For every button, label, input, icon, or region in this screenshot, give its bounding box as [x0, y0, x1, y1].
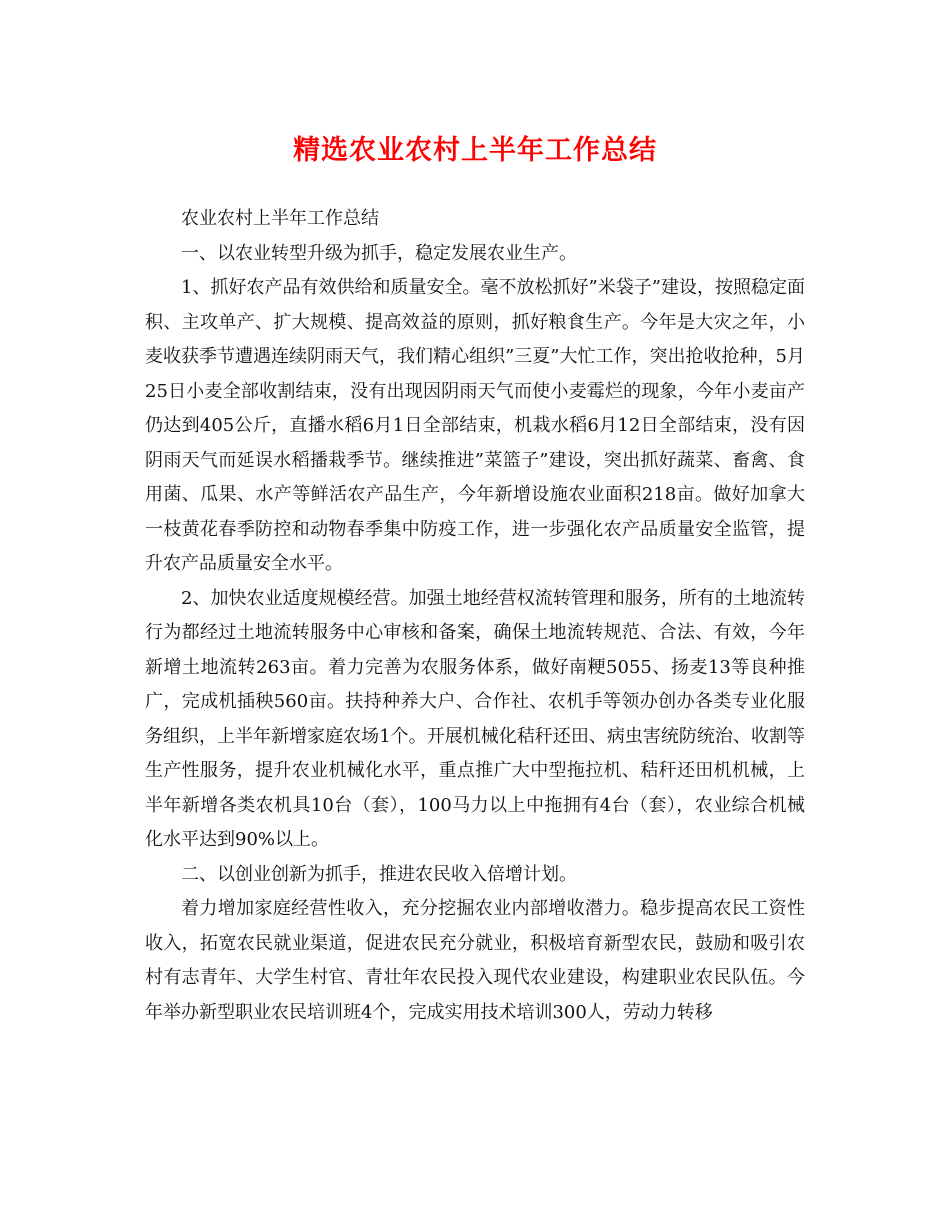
- paragraph-income: 着力增加家庭经营性收入，充分挖掘农业内部增收潜力。稳步提高农民工资性收入，拓宽农民就业渠道，促进农民充分就业，积极培育新型农民，鼓励和吸引农村有志青年、大学生村官、青壮年农民投入现代农业建设，构建职业农民队伍。今年举办新型职业农民培训班4个，完成实用技术培训300人，劳动力转移: [145, 898, 805, 1023]
- paragraph-subtitle: 农业农村上半年工作总结: [181, 208, 379, 229]
- paragraph-section-two-heading: 二、以创业创新为抓手，推进农民收入倍增计划。: [181, 863, 577, 885]
- document-body: [145, 202, 805, 1030]
- document-title: 精选农业农村上半年工作总结: [293, 135, 657, 166]
- paragraph-item-two: 2、加快农业适度规模经营。加强土地经营权流转管理和服务，所有的土地流转行为都经过土地流转服务中心审核和备案，确保土地流转规范、合法、有效，今年新增土地流转263亩。着力完善为农服务体系，做好南粳5055、扬麦13等良种推广，完成机插秧560亩。扶持种养大户、合作社、农机手等领办创办各类专业化服务组织，上半年新增家庭农场1个。开展机械化秸秆还田、病虫害统防统治、收割等生产性服务，提升农业机械化水平，重点推广大中型拖拉机、秸秆还田机机械，上半年新增各类农机具10台（套），100马力以上中拖拥有4台（套），农业综合机械化水平达到90%以上。: [145, 587, 805, 850]
- paragraph-section-one-heading: 一、以农业转型升级为抓手，稳定发展农业生产。: [181, 242, 577, 264]
- paragraph-item-one: 1、抓好农产品有效供给和质量安全。毫不放松抓好”米袋子”建设，按照稳定面积、主攻单产、扩大规模、提高效益的原则，抓好粮食生产。今年是大灾之年，小麦收获季节遭遇连续阴雨天气，我们精心组织”三夏”大忙工作，突出抢收抢种，5月25日小麦全部收割结束，没有出现因阴雨天气而使小麦霉烂的现象，今年小麦亩产仍达到405公斤，直播水稻6月1日全部结束，机栽水稻6月12日全部结束，没有因阴雨天气而延误水稻播栽季节。继续推进”菜篮子”建设，突出抓好蔬菜、畜禽、食用菌、瓜果、水产等鲜活农产品生产，今年新增设施农业面积218亩。做好加拿大一枝黄花春季防控和动物春季集中防疫工作，进一步强化农产品质量安全监管，提升农产品质量安全水平。: [145, 277, 805, 574]
